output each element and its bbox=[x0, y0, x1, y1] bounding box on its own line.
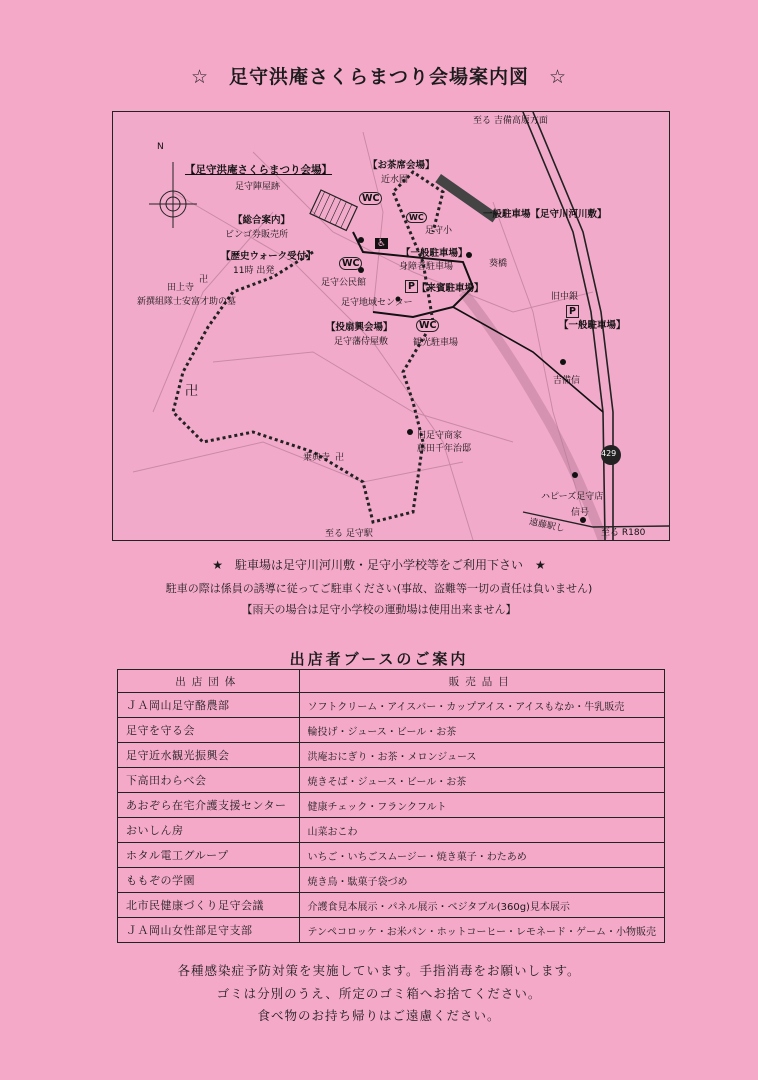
label-fujita2: 藤田千年治邸 bbox=[417, 444, 472, 454]
label-to-kibi: 至る 吉備高原方面 bbox=[473, 116, 548, 126]
label-endoya: 遠藤駅し bbox=[528, 517, 566, 535]
wc-icon: WC bbox=[406, 212, 427, 223]
label-tagami: 田上寺 bbox=[167, 283, 195, 293]
label-bingo: ビンゴ券販売所 bbox=[225, 230, 289, 240]
label-ochaseki: 【お茶席会場】 bbox=[368, 160, 435, 171]
label-fujita: 旧足守商家 bbox=[417, 431, 463, 441]
booth-organization: 北市民健康づくり足守会議 bbox=[118, 893, 300, 918]
table-row bbox=[118, 868, 665, 893]
booth-organization: あおぞら在宅介護支援センター bbox=[118, 793, 300, 818]
booth-organization: 足守近水観光振興会 bbox=[118, 743, 300, 768]
label-shougai: 身障者駐車場 bbox=[399, 262, 454, 272]
booth-items: 輪投げ・ジュース・ビール・お茶 bbox=[299, 718, 665, 743]
page-title: ☆ 足守洪庵さくらまつり会場案内図 ☆ bbox=[190, 66, 568, 88]
booth-organization: ＪＡ岡山足守酪農部 bbox=[118, 693, 300, 718]
table-row bbox=[118, 893, 665, 918]
header-organization: 出店団体 bbox=[118, 670, 300, 693]
table-row bbox=[118, 793, 665, 818]
label-kasenjiki: 一般駐車場【足守川河川敷】 bbox=[483, 209, 607, 220]
booths-table bbox=[117, 669, 665, 943]
label-kibiji: 吉備信 bbox=[553, 376, 581, 386]
booth-items: 焼き鳥・駄菓子袋づめ bbox=[299, 868, 665, 893]
rain-note: 【雨天の場合は足守小学校の運動場は使用出来ません】 bbox=[241, 603, 517, 616]
footer-note-garbage: ゴミは分別のうえ、所定のゴミ箱へお捨てください。 bbox=[216, 986, 542, 1001]
booth-items: いちご・いちごスムージー・焼き菓子・わたあめ bbox=[299, 843, 665, 868]
label-ashimori-sho: 足守小 bbox=[425, 226, 453, 236]
booths-title: 出店者ブースのご案内 bbox=[289, 650, 469, 668]
label-kankou: 観光駐車場 bbox=[413, 338, 459, 348]
temple-icon: 卍 bbox=[335, 453, 345, 463]
label-raihin: 【来賓駐車場】 bbox=[417, 283, 484, 294]
route-429-marker: 429 bbox=[601, 449, 617, 458]
table-row bbox=[118, 843, 665, 868]
booth-items: 山菜おこわ bbox=[299, 818, 665, 843]
table-row bbox=[118, 768, 665, 793]
booth-items: テンペコロッケ・お米パン・ホットコーヒー・レモネード・ゲーム・小物販売 bbox=[299, 918, 665, 943]
wc-icon: WC bbox=[416, 319, 439, 332]
parking-guide: 駐車の際は係員の誘導に従ってご駐車ください(事故、盗難等一切の責任は負いません) bbox=[165, 582, 593, 595]
table-row bbox=[118, 718, 665, 743]
temple-icon: 卍 bbox=[199, 275, 209, 285]
label-jokoji: 乗典寺 bbox=[303, 453, 331, 463]
label-jinyaato: 足守陣屋跡 bbox=[235, 182, 281, 192]
label-chiiki: 足守地域センター bbox=[341, 298, 413, 308]
label-sougou: 【総合案内】 bbox=[233, 215, 291, 226]
wc-icon: WC bbox=[359, 192, 382, 205]
header-items: 販売品目 bbox=[299, 670, 665, 693]
label-ippan2: 【一般駐車場】 bbox=[559, 320, 626, 331]
label-touhyou: 【投扇興会場】 bbox=[326, 322, 393, 333]
label-kinsuien: 近水園 bbox=[381, 175, 409, 185]
booth-items: 健康チェック・フランクフルト bbox=[299, 793, 665, 818]
label-ippan1: 【一般駐車場】 bbox=[401, 248, 468, 259]
booth-items: 焼きそば・ジュース・ビール・お茶 bbox=[299, 768, 665, 793]
booth-organization: おいしん房 bbox=[118, 818, 300, 843]
label-venue: 【足守洪庵さくらまつり会場】 bbox=[185, 164, 332, 176]
temple-icon: 卍 bbox=[185, 384, 199, 399]
booth-items: 介護食見本展示・パネル展示・ベジタブル(360g)見本展示 bbox=[299, 893, 665, 918]
label-kominkan: 足守公民館 bbox=[321, 278, 367, 288]
footer-note-infection: 各種感染症予防対策を実施しています。手指消毒をお願いします。 bbox=[177, 963, 581, 978]
label-to-station: 至る 足守駅 bbox=[325, 529, 373, 539]
booth-organization: ＪＡ岡山女性部足守支部 bbox=[118, 918, 300, 943]
label-hashi: 葵橋 bbox=[489, 259, 508, 269]
wheelchair-icon: ♿ bbox=[377, 238, 386, 249]
label-tagami-grave: 新撰組隊士安富才助の墓 bbox=[137, 297, 237, 307]
label-hanagasa: 足守藩侍屋敷 bbox=[334, 337, 389, 347]
parking-note: ★ 駐車場は足守川河川敷・足守小学校等をご利用下さい ★ bbox=[212, 558, 546, 572]
parking-icon: P bbox=[566, 305, 579, 318]
booth-items: ソフトクリーム・アイスバー・カップアイス・アイスもなか・牛乳販売 bbox=[299, 693, 665, 718]
booth-organization: ももぞの学園 bbox=[118, 868, 300, 893]
booth-organization: 下高田わらべ会 bbox=[118, 768, 300, 793]
booth-items: 洪庵おにぎり・お茶・メロンジュース bbox=[299, 743, 665, 768]
footer-note-food: 食べ物のお持ち帰りはご遠慮ください。 bbox=[257, 1008, 501, 1023]
booth-organization: ホタル電工グループ bbox=[118, 843, 300, 868]
label-to-r180: 至る R180 bbox=[601, 528, 646, 538]
label-kyunakagin: 旧中銀 bbox=[551, 292, 579, 302]
booth-organization: 足守を守る会 bbox=[118, 718, 300, 743]
venue-map bbox=[112, 111, 670, 541]
label-rekishi: 【歴史ウォーク受付】 bbox=[221, 251, 316, 262]
north-mark: N bbox=[157, 142, 164, 152]
table-row bbox=[118, 743, 665, 768]
wc-icon: WC bbox=[339, 257, 362, 270]
table-row bbox=[118, 918, 665, 943]
label-rekishi-time: 11時 出発 bbox=[233, 266, 275, 276]
table-row bbox=[118, 693, 665, 718]
label-happy: ハピーズ足守店 bbox=[541, 492, 604, 502]
table-header-row bbox=[118, 670, 665, 693]
table-row bbox=[118, 818, 665, 843]
label-shingo: 信号 bbox=[571, 508, 590, 518]
parking-icon: P bbox=[405, 280, 418, 293]
